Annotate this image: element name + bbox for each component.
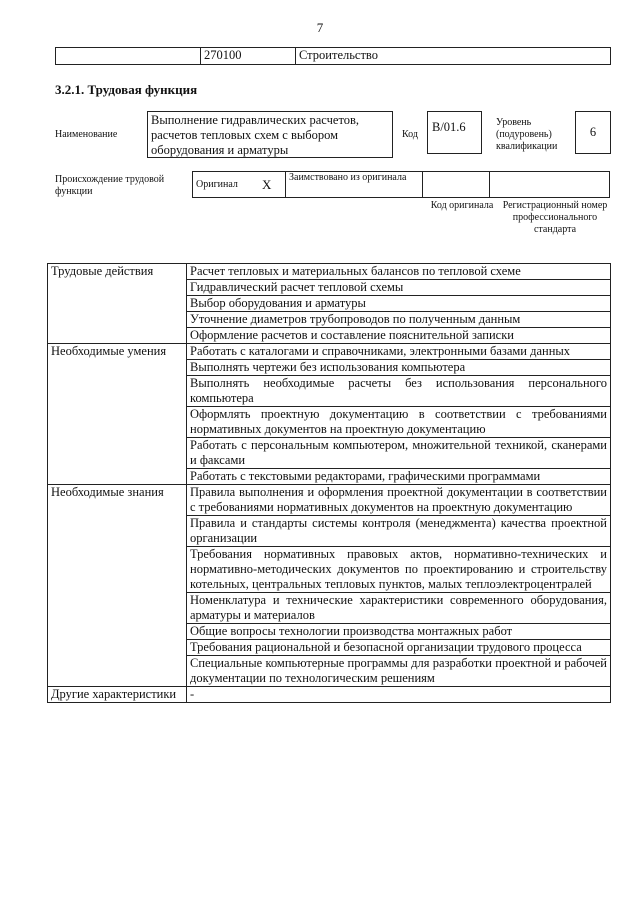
code-label: Код [402,129,418,140]
origin-label: Происхождение трудовой функции [55,174,165,197]
section-item: Правила и стандарты системы контроля (менеджмента) качества проектной организации [187,516,611,547]
original-label: Оригинал [193,172,260,198]
name-label: Наименование [55,129,118,140]
table-row [48,485,611,516]
reg-number-caption: Регистрационный номер профессионального стандарта [502,200,608,235]
section-heading: Необходимые умения [48,344,187,485]
section-item: Выполнять необходимые расчеты без использования персонального компьютера [187,376,611,407]
section-item: Оформлять проектную документацию в соответствии с требованиями нормативных документов на проектную документацию [187,407,611,438]
specialty-code: 270100 [201,48,296,65]
section-heading: Трудовые действия [48,264,187,344]
section-item: Требования рациональной и безопасной организации трудового процесса [187,640,611,656]
function-details-table [47,263,611,703]
section-item: Работать с каталогами и справочниками, электронными базами данных [187,344,611,360]
section-item: - [187,687,611,703]
section-item: Уточнение диаметров трубопроводов по полученным данным [187,312,611,328]
section-item: Номенклатура и технические характеристики современного оборудования, арматуры и материалов [187,593,611,624]
code-original-caption: Код оригинала [430,200,494,211]
section-heading: Необходимые знания [48,485,187,687]
function-name: Выполнение гидравлических расчетов, расчетов тепловых схем с выбором оборудования и арматуры [147,111,393,158]
section-item: Выбор оборудования и арматуры [187,296,611,312]
section-item: Работать с текстовыми редакторами, графическими программами [187,469,611,485]
section-title: 3.2.1. Трудовая функция [55,82,198,97]
section-item: Гидравлический расчет тепловой схемы [187,280,611,296]
section-item: Расчет тепловых и материальных балансов по тепловой схеме [187,264,611,280]
section-item: Выполнять чертежи без использования компьютера [187,360,611,376]
table-row [48,687,611,703]
section-heading: Другие характеристики [48,687,187,703]
borrowed-label: Заимствовано из оригинала [286,172,423,198]
table-row [48,264,611,280]
function-code: B/01.6 [427,111,482,154]
specialty-row [55,47,611,65]
origin-table [192,171,610,198]
original-mark: X [259,172,286,198]
page-number: 7 [316,20,324,35]
section-item: Специальные компьютерные программы для разработки проектной и рабочей документации по технологическим решениям [187,656,611,687]
section-item: Требования нормативных правовых актов, нормативно-технических и нормативно-методических документов по проектированию и строительству котельных, центральных тепловых пунктов, малых теплоэлектроцентралей [187,547,611,593]
level-value: 6 [575,111,611,154]
specialty-name: Строительство [296,48,611,65]
section-item: Правила выполнения и оформления проектной документации в соответствии с требованиями нормативных документов на проектную документацию [187,485,611,516]
section-item: Работать с персональным компьютером, множительной техникой, сканерами и факсами [187,438,611,469]
table-row [48,344,611,360]
level-label: Уровень (подуровень) квалификации [496,117,558,152]
section-item: Общие вопросы технологии производства монтажных работ [187,624,611,640]
section-item: Оформление расчетов и составление пояснительной записки [187,328,611,344]
